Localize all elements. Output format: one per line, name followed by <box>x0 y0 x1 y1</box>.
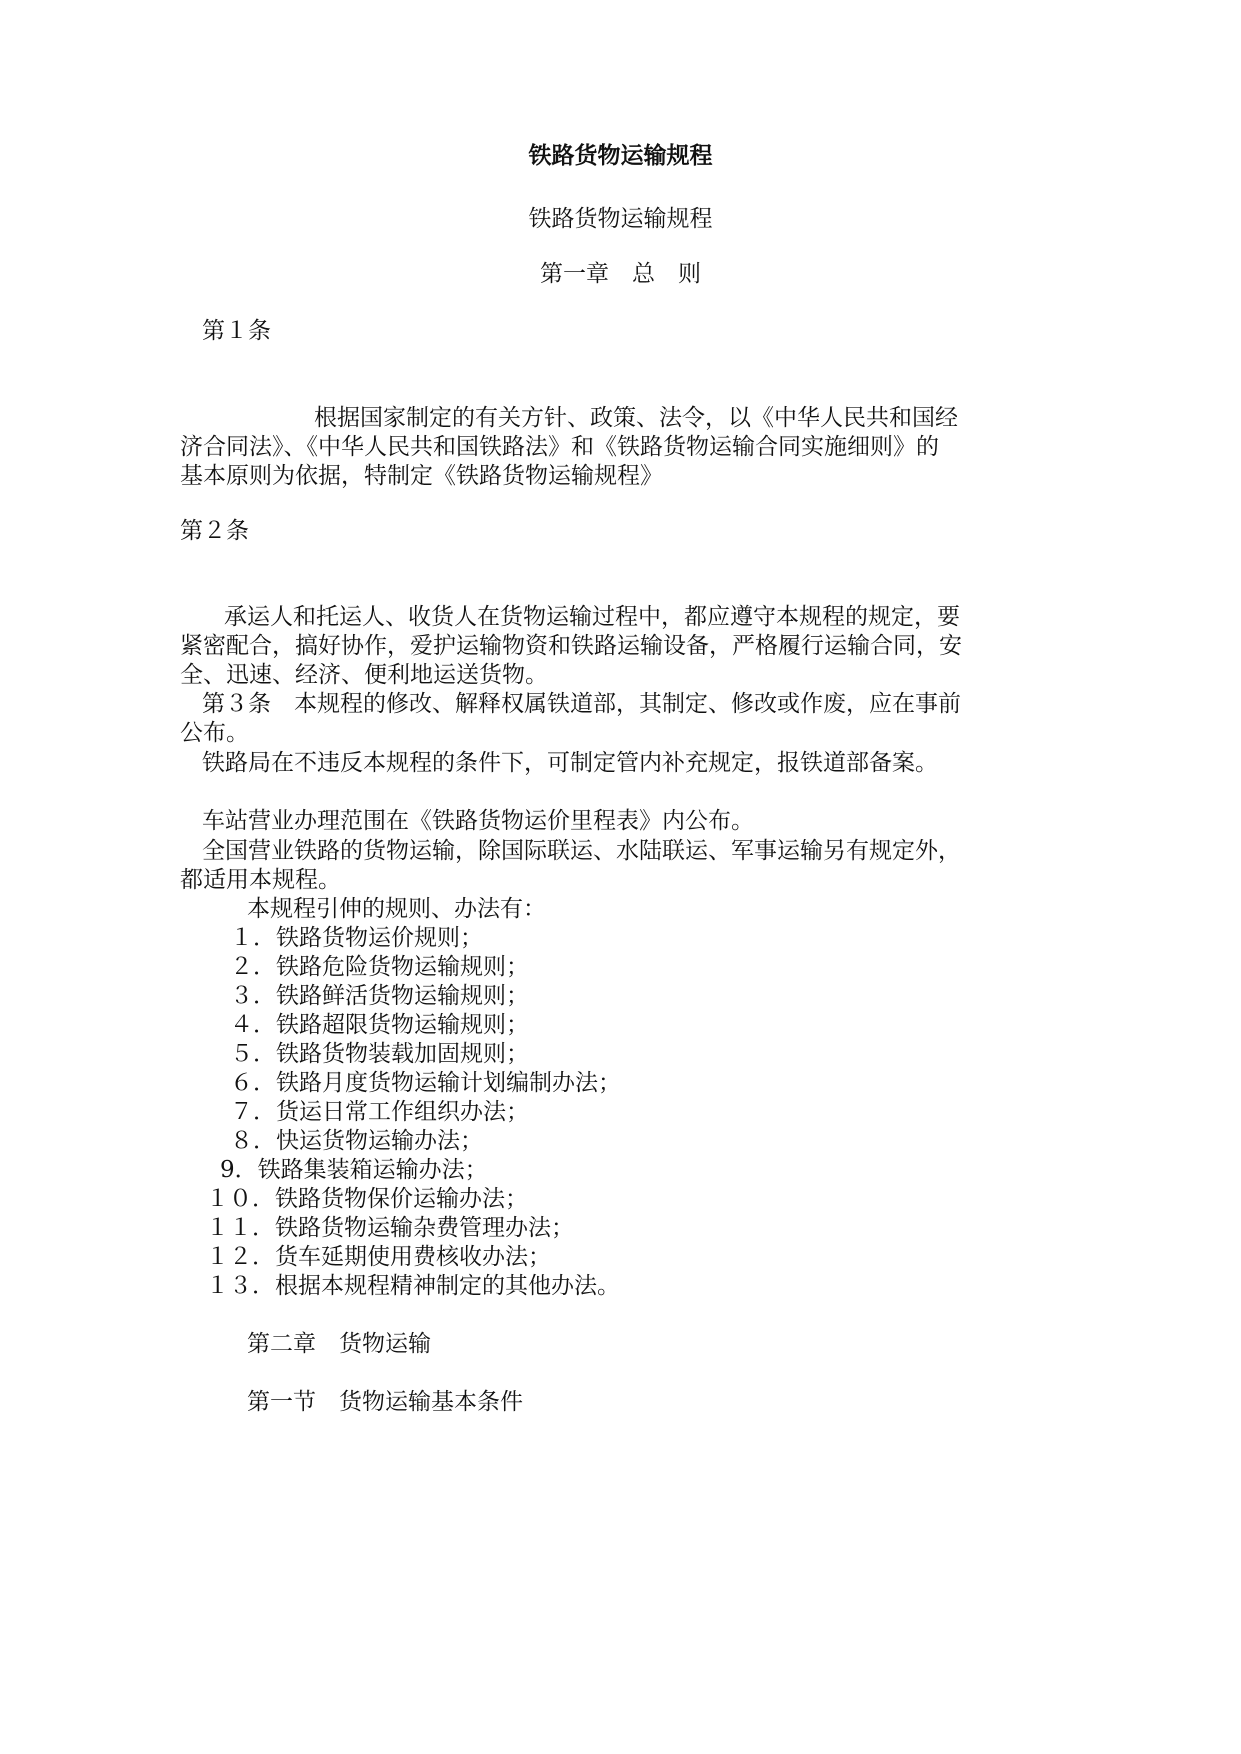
list-item: １１．铁路货物运输杂费管理办法； <box>206 1215 574 1241</box>
list-item: ７．货运日常工作组织办法； <box>230 1099 529 1125</box>
article-3-text-line: 公布。 <box>180 720 249 746</box>
article-2-text-line: 全、迅速、经济、便利地运送货物。 <box>180 662 548 688</box>
list-item: ４．铁路超限货物运输规则； <box>230 1012 529 1038</box>
article-1-text-line: 济合同法》、《中华人民共和国铁路法》和《铁路货物运输合同实施细则》的 <box>180 434 939 460</box>
paragraph-applicability-line: 都适用本规程。 <box>180 867 341 893</box>
article-1-text-line: 根据国家制定的有关方针、政策、法令，以《中华人民共和国经 <box>314 405 958 431</box>
rules-list-intro: 本规程引伸的规则、办法有： <box>247 896 546 922</box>
chapter-2-heading: 第二章 货物运输 <box>247 1331 431 1357</box>
list-item: １．铁路货物运价规则； <box>230 925 483 951</box>
article-3-text-line: 第３条 本规程的修改、解释权属铁道部，其制定、修改或作废，应在事前 <box>202 691 961 717</box>
list-item: １３．根据本规程精神制定的其他办法。 <box>206 1273 620 1299</box>
list-item: １０．铁路货物保价运输办法； <box>206 1186 528 1212</box>
list-item: ６．铁路月度货物运输计划编制办法； <box>230 1070 621 1096</box>
article-3-text-line: 铁路局在不违反本规程的条件下，可制定管内补充规定，报铁道部备案。 <box>202 750 938 776</box>
document-subtitle: 铁路货物运输规程 <box>528 206 713 232</box>
list-item: １２．货车延期使用费核收办法； <box>206 1244 551 1270</box>
article-2-text-line: 承运人和托运人、收货人在货物运输过程中，都应遵守本规程的规定，要 <box>224 604 960 630</box>
list-item: ５．铁路货物装载加固规则； <box>230 1041 529 1067</box>
article-2-heading: 第２条 <box>180 518 249 544</box>
article-1-text-line: 基本原则为依据，特制定《铁路货物运输规程》 <box>180 463 663 489</box>
chapter-1-heading: 第一章 总 则 <box>540 261 701 287</box>
section-1-heading: 第一节 货物运输基本条件 <box>247 1389 523 1415</box>
list-item: ８．快运货物运输办法； <box>230 1128 483 1154</box>
list-item: ２．铁路危险货物运输规则； <box>230 954 529 980</box>
article-2-text-line: 紧密配合，搞好协作，爱护运输物资和铁路运输设备，严格履行运输合同，安 <box>180 633 962 659</box>
paragraph-applicability-line: 全国营业铁路的货物运输，除国际联运、水陆联运、军事运输另有规定外， <box>202 838 961 864</box>
paragraph-station-scope: 车站营业办理范围在《铁路货物运价里程表》内公布。 <box>202 808 754 834</box>
article-1-heading: 第１条 <box>202 318 271 344</box>
list-item: ３．铁路鲜活货物运输规则； <box>230 983 529 1009</box>
document-title: 铁路货物运输规程 <box>528 142 713 169</box>
list-item: 9．铁路集装箱运输办法； <box>220 1157 488 1183</box>
